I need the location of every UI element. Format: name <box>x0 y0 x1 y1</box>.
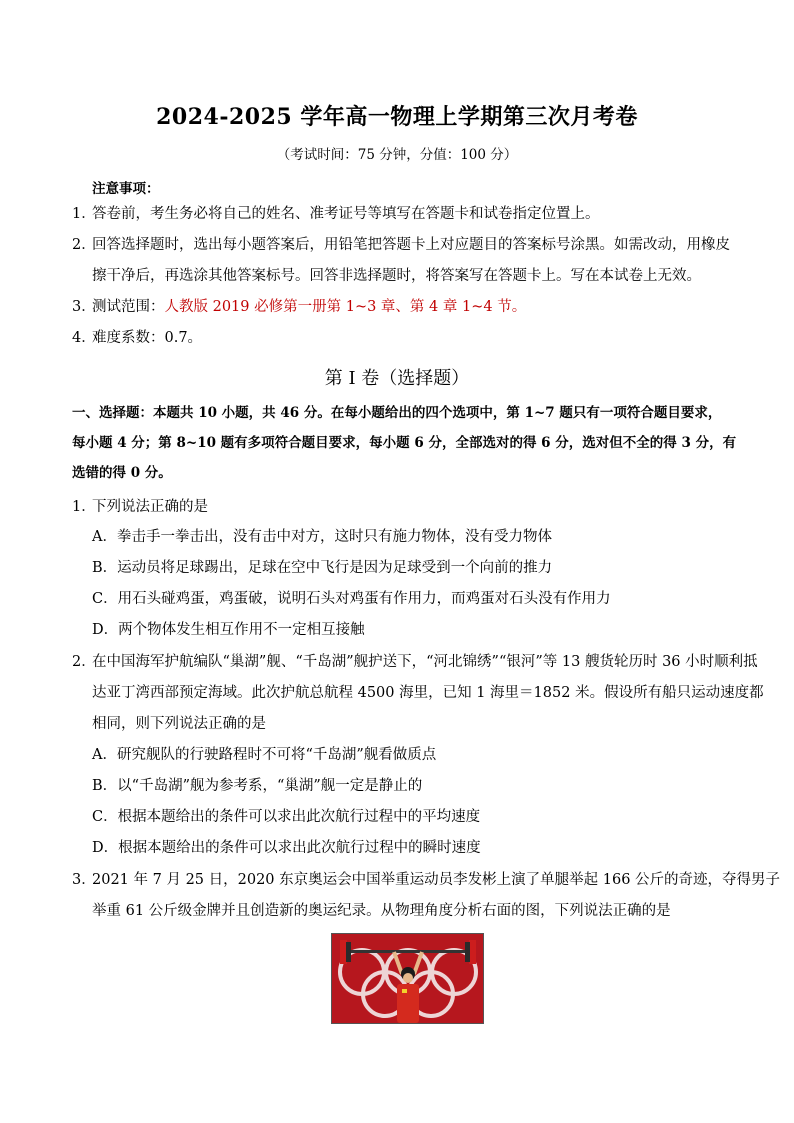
question-1-option-a: A．拳击手一拳击出，没有击中对方，这时只有施力物体，没有受力物体 <box>92 529 552 545</box>
question-number: 2． <box>72 654 96 670</box>
question-text: 2021 年 7 月 25 日，2020 东京奥运会中国举重运动员李发彬上演了单腿举起 166 公斤的奇迹，夺得男子 <box>92 872 781 888</box>
notice-item-2-continued: 擦干净后，再选涂其他答案标号。回答非选择题时，将答案写在答题卡上。写在本试卷上无效。 <box>92 268 701 284</box>
instructions-line-2: 每小题 4 分；第 8~10 题有多项符合题目要求，每小题 6 分，全部选对的得 6 分，选对但不全的得 3 分，有 <box>72 435 737 451</box>
notice-item-3 <box>72 297 526 317</box>
instructions-line-3: 选错的得 0 分。 <box>72 465 172 481</box>
question-1-option-b: B．运动员将足球踢出，足球在空中飞行是因为足球受到一个向前的推力 <box>92 560 553 576</box>
question-2-option-a: A．研究舰队的行驶路程时不可将“千岛湖”舰看做质点 <box>92 747 437 763</box>
question-number: 3． <box>72 872 96 888</box>
notice-heading: 注意事项： <box>92 181 160 197</box>
notice-item-1 <box>72 204 600 224</box>
weightlifter-illustration <box>332 934 483 1023</box>
question-number: 1． <box>72 499 96 515</box>
section-title: 第 I 卷（选择题） <box>324 368 470 389</box>
question-2-stem <box>72 652 758 672</box>
question-2-option-c: C．根据本题给出的条件可以求出此次航行过程中的平均速度 <box>92 809 481 825</box>
question-2-stem-line-2: 达亚丁湾西部预定海域。此次护航总航程 4500 海里，已知 1 海里＝1852 米。假设所有船只运动速度都 <box>92 685 764 701</box>
question-2-stem-line-3: 相同，则下列说法正确的是 <box>92 716 266 732</box>
notice-item-2 <box>72 235 730 255</box>
question-2-option-d: D．根据本题给出的条件可以求出此次航行过程中的瞬时速度 <box>92 840 481 856</box>
instructions-line-1: 一、选择题：本题共 10 小题，共 46 分。在每小题给出的四个选项中，第 1~7 题只有一项符合题目要求， <box>72 405 722 421</box>
question-2-option-b: B．以“千岛湖”舰为参考系，“巢湖”舰一定是静止的 <box>92 778 423 794</box>
question-text: 在中国海军护航编队“巢湖”舰、“千岛湖”舰护送下，“河北锦绣”“银河”等 13 艘货轮历时 36 小时顺利抵 <box>92 654 758 670</box>
notice-item-number: 1． <box>72 206 96 222</box>
question-1-stem <box>72 497 208 517</box>
question-3-stem <box>72 870 780 890</box>
notice-item-number: 3． <box>72 299 96 315</box>
notice-item-text: 测试范围： <box>92 299 165 315</box>
test-scope-highlight: 人教版 2019 必修第一册第 1~3 章、第 4 章 1~4 节。 <box>164 299 527 315</box>
notice-item-number: 2． <box>72 237 96 253</box>
notice-item-number: 4． <box>72 330 96 346</box>
page-title: 2024-2025 学年高一物理上学期第三次月考卷 <box>156 104 638 130</box>
notice-item-text: 回答选择题时，选出每小题答案后，用铅笔把答题卡上对应题目的答案标号涂黑。如需改动，用橡皮 <box>92 237 730 253</box>
exam-time-info: （考试时间：75 分钟，分值：100 分） <box>276 147 518 163</box>
question-1-option-d: D．两个物体发生相互作用不一定相互接触 <box>92 622 365 638</box>
question-3-stem-line-2: 举重 61 公斤级金牌并且创造新的奥运纪录。从物理角度分析右面的图，下列说法正确的是 <box>92 903 671 919</box>
notice-item-4 <box>72 328 202 348</box>
weightlifter-photo-icon <box>331 933 484 1024</box>
notice-item-text: 难度系数：0.7。 <box>92 330 203 346</box>
question-1-option-c: C．用石头碰鸡蛋，鸡蛋破，说明石头对鸡蛋有作用力，而鸡蛋对石头没有作用力 <box>92 591 611 607</box>
question-text: 下列说法正确的是 <box>92 499 208 515</box>
notice-item-text: 答卷前，考生务必将自己的姓名、准考证号等填写在答题卡和试卷指定位置上。 <box>92 206 600 222</box>
